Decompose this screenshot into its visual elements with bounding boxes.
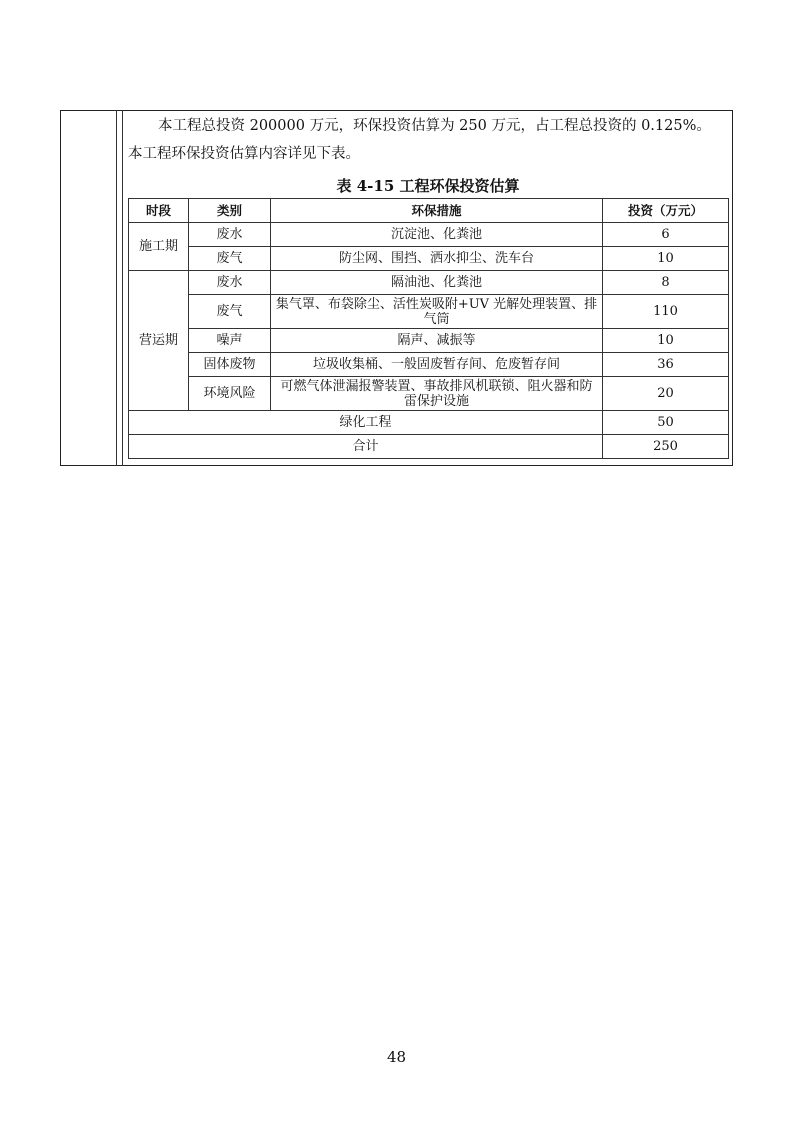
cell-measures: 隔声、减振等 [271,329,603,353]
table-row [129,271,729,295]
investment-table [128,198,729,459]
header-investment: 投资（万元） [603,199,729,223]
header-measures: 环保措施 [271,199,603,223]
header-period: 时段 [129,199,189,223]
cell-category: 噪声 [189,329,271,353]
cell-category: 固体废物 [189,353,271,377]
table-row [129,223,729,247]
cell-investment: 10 [603,247,729,271]
group-operation: 营运期 [129,271,189,411]
frame-column-divider [116,110,117,466]
cell-category: 废气 [189,295,271,329]
header-category: 类别 [189,199,271,223]
table-row-total [129,435,729,459]
frame-column-divider-inner [122,110,123,466]
paragraph-investment-summary: 本工程总投资 200000 万元，环保投资估算为 250 万元，占工程总投资的 0.125%。 [158,118,711,134]
cell-measures: 沉淀池、化粪池 [271,223,603,247]
table-caption: 表 4-15 工程环保投资估算 [336,177,520,195]
cell-investment: 8 [603,271,729,295]
cell-measures: 集气罩、布袋除尘、活性炭吸附+UV 光解处理装置、排气筒 [271,295,603,329]
cell-investment: 36 [603,353,729,377]
greening-label: 绿化工程 [129,411,603,435]
table-row [129,377,729,411]
cell-investment: 6 [603,223,729,247]
table-header-row [129,199,729,223]
greening-investment: 50 [603,411,729,435]
cell-measures: 可燃气体泄漏报警装置、事故排风机联锁、阻火器和防雷保护设施 [271,377,603,411]
cell-category: 废水 [189,271,271,295]
table-row [129,247,729,271]
cell-investment: 20 [603,377,729,411]
page-number: 48 [386,1048,407,1066]
table-row-greening [129,411,729,435]
cell-measures: 隔油池、化粪池 [271,271,603,295]
cell-measures: 防尘网、围挡、洒水抑尘、洗车台 [271,247,603,271]
table-row [129,329,729,353]
cell-investment: 10 [603,329,729,353]
cell-measures: 垃圾收集桶、一般固废暂存间、危废暂存间 [271,353,603,377]
group-construction: 施工期 [129,223,189,271]
cell-category: 废气 [189,247,271,271]
total-investment: 250 [603,435,729,459]
paragraph-see-table: 本工程环保投资估算内容详见下表。 [128,146,360,162]
table-row [129,353,729,377]
total-label: 合计 [129,435,603,459]
table-row [129,295,729,329]
cell-investment: 110 [603,295,729,329]
cell-category: 环境风险 [189,377,271,411]
cell-category: 废水 [189,223,271,247]
